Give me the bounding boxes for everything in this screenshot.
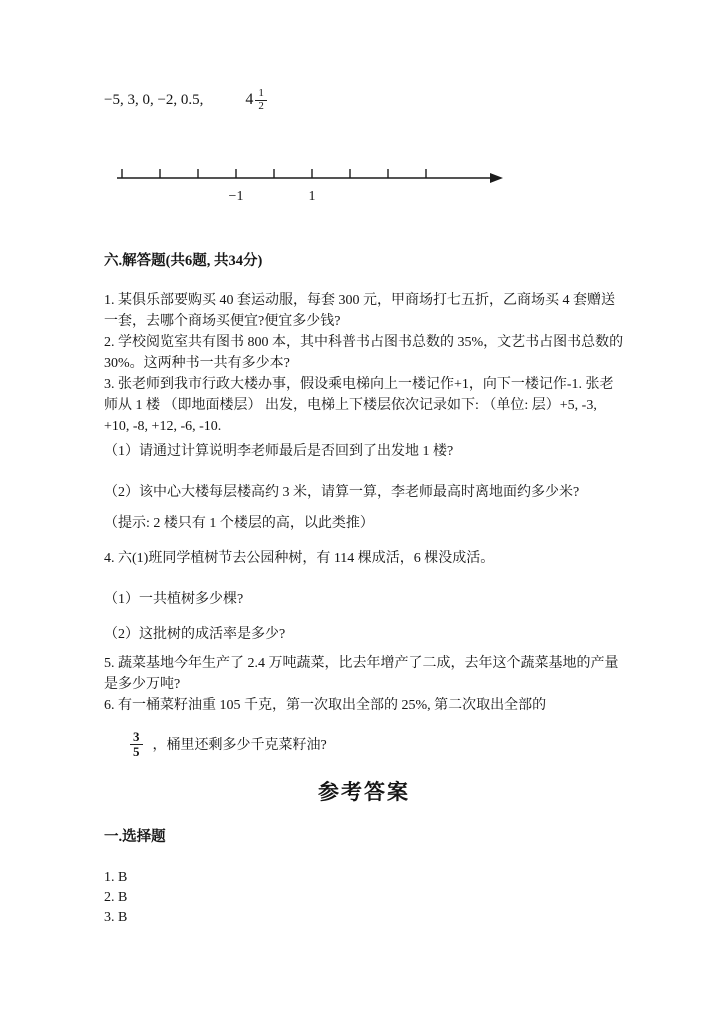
problem-2: 2. 学校阅览室共有图书 800 本，其中科普书占图书总数的 35%，文艺书占图书总数的 30%。这两种书一共有多少本? [104,335,624,372]
problem-3-hint: （提示: 2 楼只有 1 个楼层的高，以此类推） [104,516,374,532]
problem-3-sub1: （1）请通过计算说明李老师最后是否回到了出发地 1 楼? [104,444,454,460]
fraction-numerator: 1 [255,88,267,101]
mixed-number [245,88,267,112]
number-line-ticks [122,169,426,178]
problem-6-tail: ，桶里还剩多少千克菜籽油? [152,738,327,754]
section6-heading: 六.解答题(共6题, 共34分) [104,253,263,270]
fraction-denominator: 2 [258,99,264,112]
problem-6-fraction-row [130,730,624,758]
problem-5: 5. 蔬菜基地今年生产了 2.4 万吨蔬菜，比去年增产了二成，去年这个蔬菜基地的产量是多少万吨? [104,656,619,693]
problem-4-sub2: （2）这批树的成活率是多少? [104,627,286,643]
problem-4: 4. 六(1)班同学植树节去公园种树，有 114 棵成活，6 棵没成活。 [104,551,495,567]
problem-3: 3. 张老师到我市行政大楼办事，假设乘电梯向上一楼记作+1，向下一楼记作-1. 张老师从 1 楼 （即地面楼层） 出发，电梯上下楼层依次记录如下: （单位: 层）+5, -3, +10, -8, +12, -6, -10. [104,377,614,435]
answer-item: 1. B [104,870,128,886]
problem-4-sub1: （1）一共植树多少棵? [104,592,244,608]
problem-3-sub2: （2）该中心大楼每层楼高约 3 米，请算一算，李老师最高时离地面约多少米? [104,485,580,501]
number-line-label-neg1: −1 [228,189,244,205]
arrow-right-icon [490,173,503,183]
answer-item: 2. B [104,890,128,906]
number-list-row [104,88,624,112]
number-line-label-pos1: 1 [308,189,316,205]
fraction-denominator: 5 [133,743,140,759]
problem-6: 6. 有一桶菜籽油重 105 千克，第一次取出全部的 25%, 第二次取出全部的 [104,698,547,714]
mixed-number-whole: 4 [245,91,254,109]
answers-section1-heading: 一.选择题 [104,829,166,846]
number-line [116,164,624,211]
problem-1: 1. 某俱乐部要购买 40 套运动服，每套 300 元，甲商场打七五折，乙商场买 4 套赠送一套，去哪个商场买便宜?便宜多少钱? [104,293,615,330]
number-line-svg [116,164,504,206]
answers-heading: 参考答案 [318,780,410,805]
answer-item: 3. B [104,910,128,926]
answer-list [104,868,624,928]
problem-6-fraction [130,730,143,758]
mixed-number-fraction [255,88,267,112]
problems-block [104,290,624,758]
fraction-numerator: 3 [130,730,143,745]
number-list: −5, 3, 0, −2, 0.5, [104,91,204,108]
